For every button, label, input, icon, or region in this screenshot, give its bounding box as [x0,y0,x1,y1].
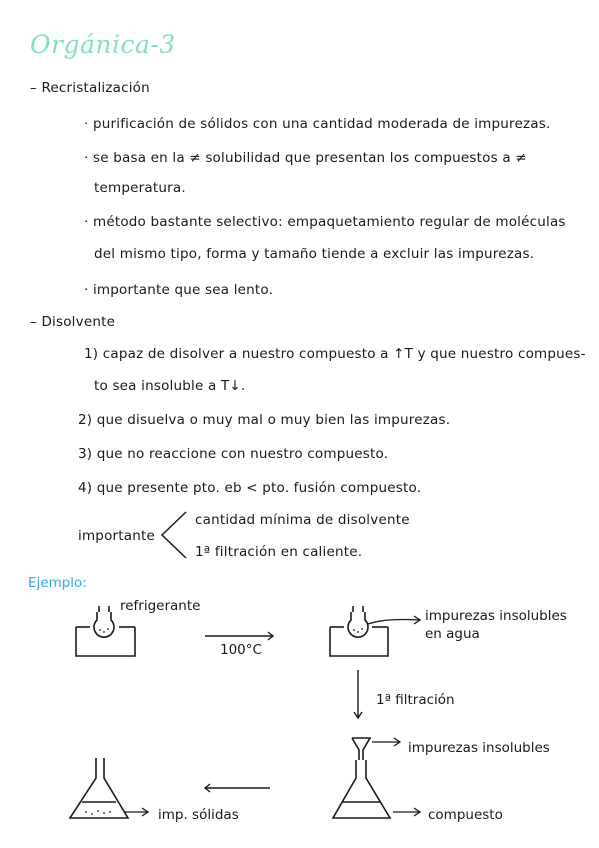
list-item: 3) que no reaccione con nuestro compuesto. [78,446,389,462]
section-heading-recristalizacion: – Recristalización [30,80,150,96]
heating-bath-icon [330,606,388,656]
dots-icon [99,628,109,633]
arrow-down-icon [354,670,362,718]
arrow-right-icon [205,632,273,640]
label-impurezas-agua: en agua [425,626,480,642]
brace-icon [158,510,190,560]
section-heading-disolvente: – Disolvente [30,314,116,330]
pointer-arrow-icon [368,616,420,624]
bullet-line: · método bastante selectivo: empaquetamiento regular de moléculas [84,214,566,230]
list-item: 1) capaz de disolver a nuestro compuesto a ↑T y que nuestro compues- [84,346,586,362]
list-item: 4) que presente pto. eb < pto. fusión compuesto. [78,480,422,496]
example-heading: Ejemplo: [28,575,87,591]
label-filtracion: 1ª filtración [376,692,455,708]
bullet-line: · se basa en la ≠ solubilidad que presentan los compuestos a ≠ [84,150,527,166]
bullet-line: · importante que sea lento. [84,282,274,298]
bullet-line: del mismo tipo, forma y tamaño tiende a excluir las impurezas. [94,246,535,262]
page-title: Orgánica-3 [30,30,176,59]
list-item: to sea insoluble a T↓. [94,378,246,394]
importante-option: 1ª filtración en caliente. [195,544,363,560]
pointer-arrow-icon [393,808,420,816]
label-refrigerante: refrigerante [120,598,201,614]
importante-label: importante [78,528,156,544]
erlenmeyer-flask-icon [70,758,128,818]
label-compuesto: compuesto [428,807,503,823]
pointer-arrow-icon [125,808,148,816]
bullet-line: · purificación de sólidos con una cantidad moderada de impurezas. [84,116,551,132]
label-impurezas-agua: impurezas insolubles [425,608,567,624]
importante-option: cantidad mínima de disolvente [195,512,410,528]
list-item: 2) que disuelva o muy mal o muy bien las impurezas. [78,412,451,428]
label-impurezas-insolubles: impurezas insolubles [408,740,550,756]
dots-icon [353,628,363,633]
bullet-line: temperatura. [94,180,186,196]
dots-icon [85,810,111,815]
funnel-flask-icon [333,738,390,818]
arrow-left-icon [205,784,270,792]
label-temperature: 100°C [220,642,262,658]
pointer-arrow-icon [372,738,400,746]
label-imp-solidas: imp. sólidas [158,807,239,823]
